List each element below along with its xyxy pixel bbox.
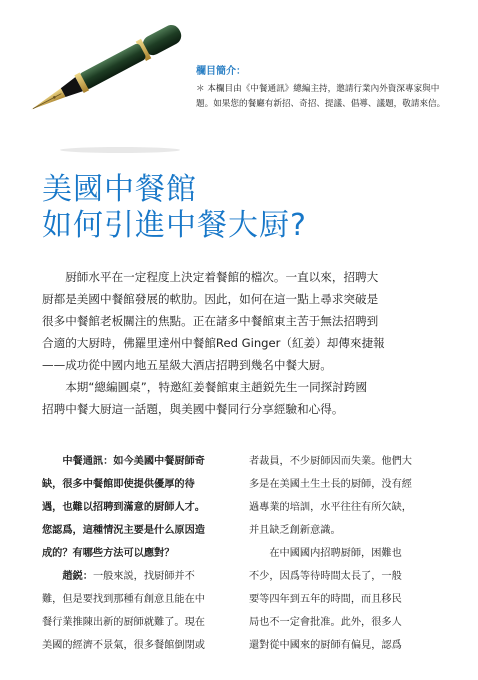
- intro-line: 很多中餐館老板關注的焦點。正在諸多中餐館東主苦于無法招聘到: [42, 314, 379, 328]
- answer-text: 一般來説，找厨師并不: [92, 571, 195, 582]
- answer-line: 餐行業推陳出新的厨師就難了。現在: [42, 617, 205, 628]
- intro-line: ——成功從中國内地五星級大酒店招聘到幾名中餐大厨。: [42, 358, 332, 372]
- column-intro: [196, 62, 478, 112]
- intro-line: 本期“總編圓桌”，特邀紅姜餐館東主趙鋭先生一同探討跨國: [42, 380, 368, 394]
- answer-speaker: 趙鋭：: [42, 570, 93, 582]
- body-line: 過專業的培訓，水平往往有所欠缺，: [249, 502, 412, 513]
- question-line: 中餐通訊：如今美國中餐厨師奇: [42, 455, 205, 467]
- column-line: ＊ 本欄目由《中餐通訊》總編主持，邀請行業內外資深專家與中: [196, 84, 440, 94]
- column-line: 題。如果您的餐廳有新招、奇招、提議、倡導、議題，敬請來信。: [196, 99, 446, 109]
- body-line: 還對從中國來的厨師有偏見，認爲: [249, 640, 402, 651]
- body-line: 要等四年到五年的時間，而且移民: [249, 594, 402, 605]
- fountain-pen-icon: [0, 0, 200, 160]
- intro-line: 厨師水平在一定程度上決定着餐館的檔次。一直以來，招聘大: [42, 270, 379, 284]
- question-line: 您認爲，這種情況主要是什么原因造: [42, 524, 205, 536]
- answer-line: 美國的經濟不景氣，很多餐館倒閉或: [42, 640, 205, 651]
- body-column-right: [249, 450, 449, 657]
- body-line: 不少，因爲等待時間太長了，一般: [249, 571, 402, 582]
- answer-line: 難，但是要找到那種有創意且能在中: [42, 594, 205, 605]
- body-line: 多是在美國土生土長的厨師，没有經: [249, 479, 412, 490]
- intro-line: 合適的大厨時，佛羅里達州中餐館Red Ginger（紅姜）却傳來捷報: [42, 336, 385, 350]
- headline-line-2: 如何引進中餐大厨?: [42, 208, 307, 243]
- body-line: 并且缺乏創新意識。: [249, 525, 341, 536]
- column-description: [196, 82, 478, 112]
- body-line: 在中國國内招聘厨師，困難也: [249, 548, 402, 559]
- question-line: 成的？有哪些方法可以應對？: [42, 547, 175, 559]
- body-column-left: [42, 450, 232, 657]
- column-title: 欄目簡介：: [196, 66, 246, 77]
- headline-line-1: 美國中餐館: [42, 172, 197, 207]
- intro-line: 招聘中餐大厨這一話題，與美國中餐同行分享經驗和心得。: [42, 402, 344, 416]
- question-line: 遇，也難以招聘到滿意的厨師人才。: [42, 501, 205, 513]
- body-line: 局也不一定會批准。此外，很多人: [249, 617, 402, 628]
- intro-paragraph: [42, 266, 440, 420]
- intro-line: 厨都是美國中餐館發展的軟肋。因此，如何在這一點上尋求突破是: [42, 292, 379, 306]
- question-line: 缺，很多中餐館即使提供優厚的待: [42, 478, 195, 490]
- headline: [42, 172, 307, 244]
- body-line: 者裁員，不少厨師因而失業。他們大: [249, 456, 412, 467]
- answer-line: [42, 565, 232, 588]
